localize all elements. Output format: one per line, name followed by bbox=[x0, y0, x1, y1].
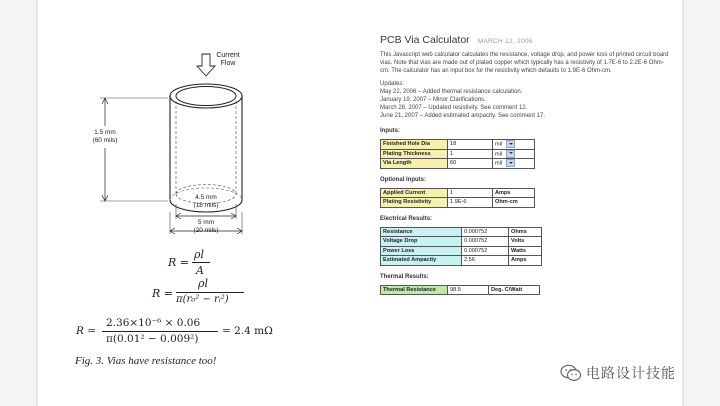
inputs-table bbox=[380, 139, 535, 169]
update-item: May 22, 2006 – Added thermal resistance calculation. bbox=[380, 89, 523, 95]
plating-resistivity-input[interactable]: 1.9E-6 bbox=[448, 198, 493, 208]
optional-row-current bbox=[381, 188, 535, 198]
resistance-unit: Ohms bbox=[509, 227, 542, 237]
update-item: June 21, 2007 – Added estimated ampacity. See comment 17. bbox=[380, 113, 545, 119]
input-row-via-length bbox=[381, 159, 535, 169]
voltage-drop-output: 0.000752 bbox=[462, 237, 509, 247]
height-dimension-label: 1.5 mm (60 mils) bbox=[82, 129, 128, 144]
article bbox=[380, 36, 670, 295]
label-resistance: Resistance bbox=[381, 227, 462, 237]
chevron-down-icon[interactable] bbox=[506, 159, 515, 167]
electrical-results-table bbox=[380, 227, 542, 266]
power-loss-unit: Watts bbox=[509, 246, 542, 256]
current-flow-label: Current Flow bbox=[216, 52, 240, 67]
via-length-input[interactable]: 60 bbox=[448, 159, 493, 169]
input-row-hole-dia bbox=[381, 140, 535, 150]
wechat-logo-icon bbox=[560, 364, 582, 382]
power-loss-output: 0.000752 bbox=[462, 246, 509, 256]
result-row-voltage-drop bbox=[381, 237, 542, 247]
thermal-resistance-unit: Deg. C/Watt bbox=[489, 285, 540, 295]
resistance-output: 0.000752 bbox=[462, 227, 509, 237]
watermark-text: 电路设计技能 bbox=[586, 366, 676, 382]
applied-current-input[interactable]: 1 bbox=[448, 188, 493, 198]
result-row-power-loss bbox=[381, 246, 542, 256]
result-row-resistance bbox=[381, 227, 542, 237]
optional-inputs-table bbox=[380, 188, 535, 208]
updates-block bbox=[380, 80, 670, 120]
result-row-thermal-resistance bbox=[381, 285, 540, 295]
via-cylinder-diagram bbox=[60, 44, 340, 244]
result-row-ampacity bbox=[381, 256, 542, 266]
inputs-heading: Inputs: bbox=[380, 128, 400, 134]
outer-dimension-label: 5 mm (20 mils) bbox=[193, 219, 219, 234]
updates-heading: Updates: bbox=[380, 81, 405, 87]
label-applied-current: Applied Current bbox=[381, 188, 448, 198]
chevron-down-icon[interactable] bbox=[506, 150, 515, 158]
plating-resistivity-unit: Ohm-cm bbox=[493, 198, 535, 208]
finished-hole-dia-input[interactable]: 18 bbox=[448, 140, 493, 150]
article-title: PCB Via Calculator MARCH 12, 2006 bbox=[380, 34, 533, 46]
label-thermal-resistance: Thermal Resistance bbox=[381, 285, 448, 295]
thermal-resistance-output: 98.5 bbox=[448, 285, 489, 295]
optional-inputs-heading: Optional Inputs: bbox=[380, 176, 426, 183]
label-voltage-drop: Voltage Drop bbox=[381, 237, 462, 247]
chevron-down-icon[interactable] bbox=[506, 140, 515, 148]
watermark bbox=[560, 362, 676, 384]
article-date: MARCH 12, 2006 bbox=[477, 38, 533, 45]
thermal-results-heading: Thermal Results: bbox=[380, 273, 429, 280]
article-intro: This Javascript web calculator calculates the resistance, voltage drop, and power loss of printed circuit board vias. Note that vias are made out of plated copper which typically has a resistivity of 1.7E-6 to 2.2E-6 Ohm-cm. The calculator has an input box for the resistivity which defaults to 1.9E-6 Ohm-cm. bbox=[380, 52, 669, 74]
update-item: January 19, 2007 – Minor Clarifications. bbox=[380, 97, 486, 103]
estimated-ampacity-output: 2.56 bbox=[462, 256, 509, 266]
electrical-results-heading: Electrical Results: bbox=[380, 215, 433, 222]
via-length-unit-select[interactable]: mil bbox=[493, 159, 535, 169]
label-via-length: Via Length bbox=[381, 159, 448, 169]
label-estimated-ampacity: Estimated Ampacity bbox=[381, 256, 462, 266]
optional-row-resistivity bbox=[381, 198, 535, 208]
label-plating-thickness: Plating Thickness bbox=[381, 149, 448, 159]
input-row-plating-thickness bbox=[381, 149, 535, 159]
hole-dimension-label: 4.5 mm (18 mils) bbox=[193, 194, 219, 209]
applied-current-unit: Amps bbox=[493, 188, 535, 198]
label-finished-hole-dia: Finished Hole Dia bbox=[381, 140, 448, 150]
figure-caption: Fig. 3. Vias have resistance too! bbox=[75, 355, 217, 367]
label-power-loss: Power Loss bbox=[381, 246, 462, 256]
estimated-ampacity-unit: Amps bbox=[509, 256, 542, 266]
plating-thickness-input[interactable]: 1 bbox=[448, 149, 493, 159]
label-plating-resistivity: Plating Resistivity bbox=[381, 198, 448, 208]
update-item: March 28, 2007 – Updated resistivity. See comment 12. bbox=[380, 105, 528, 111]
voltage-drop-unit: Volts bbox=[509, 237, 542, 247]
plating-thickness-unit-select[interactable]: mil bbox=[493, 149, 535, 159]
thermal-results-table bbox=[380, 285, 540, 296]
finished-hole-dia-unit-select[interactable]: mil bbox=[493, 140, 535, 150]
